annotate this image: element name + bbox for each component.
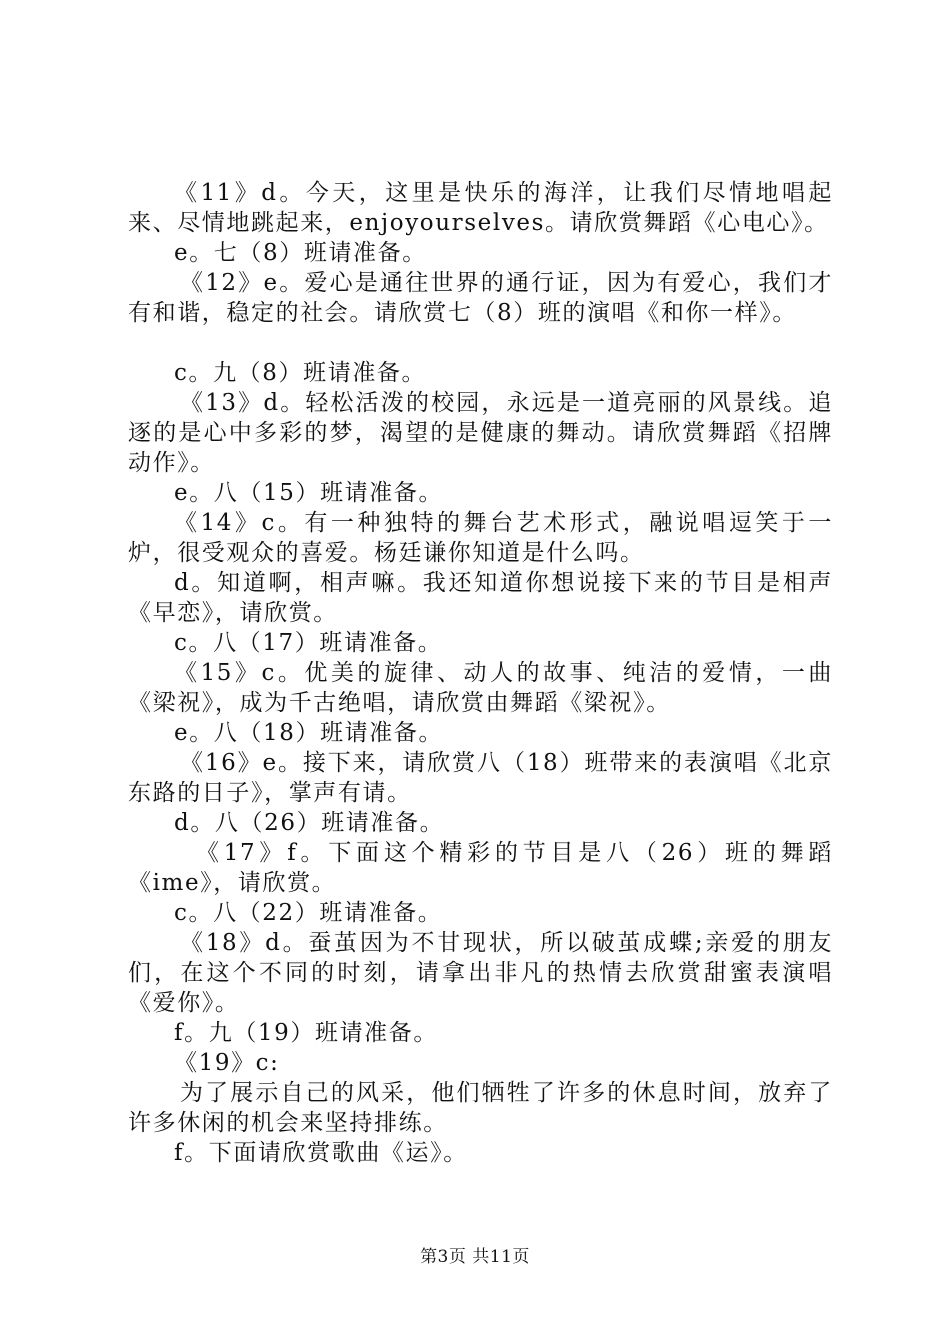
paragraph-15: 《15》c。优美的旋律、动人的故事、纯洁的爱情，一曲《梁祝》，成为千古绝唱，请欣赏由舞蹈《梁祝》。 [128,660,833,716]
paragraph-19-song: f。下面请欣赏歌曲《运》。 [174,1140,468,1166]
paragraph-14-reply: d。知道啊，相声嘛。我还知道你想说接下来的节目是相声《早恋》，请欣赏。 [128,570,833,626]
blank-line [128,328,833,358]
paragraph-19-body: 为了展示自己的风采，他们牺牲了许多的休息时间，放弃了许多休闲的机会来坚持排练。 [128,1080,833,1136]
paragraph-prepare-8-26: d。八（26）班请准备。 [174,810,445,836]
paragraph-prepare-9-19: f。九（19）班请准备。 [174,1020,438,1046]
paragraph-prepare-8-15: e。八（15）班请准备。 [174,480,444,506]
paragraph-16: 《16》e。接下来，请欣赏八（18）班带来的表演唱《北京东路的日子》，掌声有请。 [128,750,833,806]
paragraph-17: 《17》f。下面这个精彩的节目是八（26）班的舞蹈《ime》，请欣赏。 [128,840,833,896]
paragraph-prepare-7-8: e。七（8）班请准备。 [174,240,427,266]
paragraph-12: 《12》e。爱心是通往世界的通行证，因为有爱心，我们才有和谐，稳定的社会。请欣赏七（8）班的演唱《和你一样》。 [128,270,833,326]
paragraph-prepare-8-17: c。八（17）班请准备。 [174,630,443,656]
paragraph-prepare-8-18: e。八（18）班请准备。 [174,720,444,746]
paragraph-19: 《19》c: [174,1050,280,1076]
paragraph-11: 《11》d。今天，这里是快乐的海洋，让我们尽情地唱起来、尽情地跳起来，enjoyourselves。请欣赏舞蹈《心电心》。 [128,180,833,236]
paragraph-prepare-8-22: c。八（22）班请准备。 [174,900,443,926]
paragraph-14: 《14》c。有一种独特的舞台艺术形式，融说唱逗笑于一炉，很受观众的喜爱。杨廷谦你知道是什么吗。 [128,510,833,566]
paragraph-prepare-9-8: c。九（8）班请准备。 [174,360,427,386]
paragraph-18: 《18》d。蚕茧因为不甘现状，所以破茧成蝶;亲爱的朋友们，在这个不同的时刻，请拿出非凡的热情去欣赏甜蜜表演唱《爱你》。 [128,930,833,1016]
page-number-footer: 第3页 共11页 [420,1247,530,1267]
paragraph-13: 《13》d。轻松活泼的校园，永远是一道亮丽的风景线。追逐的是心中多彩的梦，渴望的是健康的舞动。请欣赏舞蹈《招牌动作》。 [128,390,833,476]
document-body [128,178,833,1168]
